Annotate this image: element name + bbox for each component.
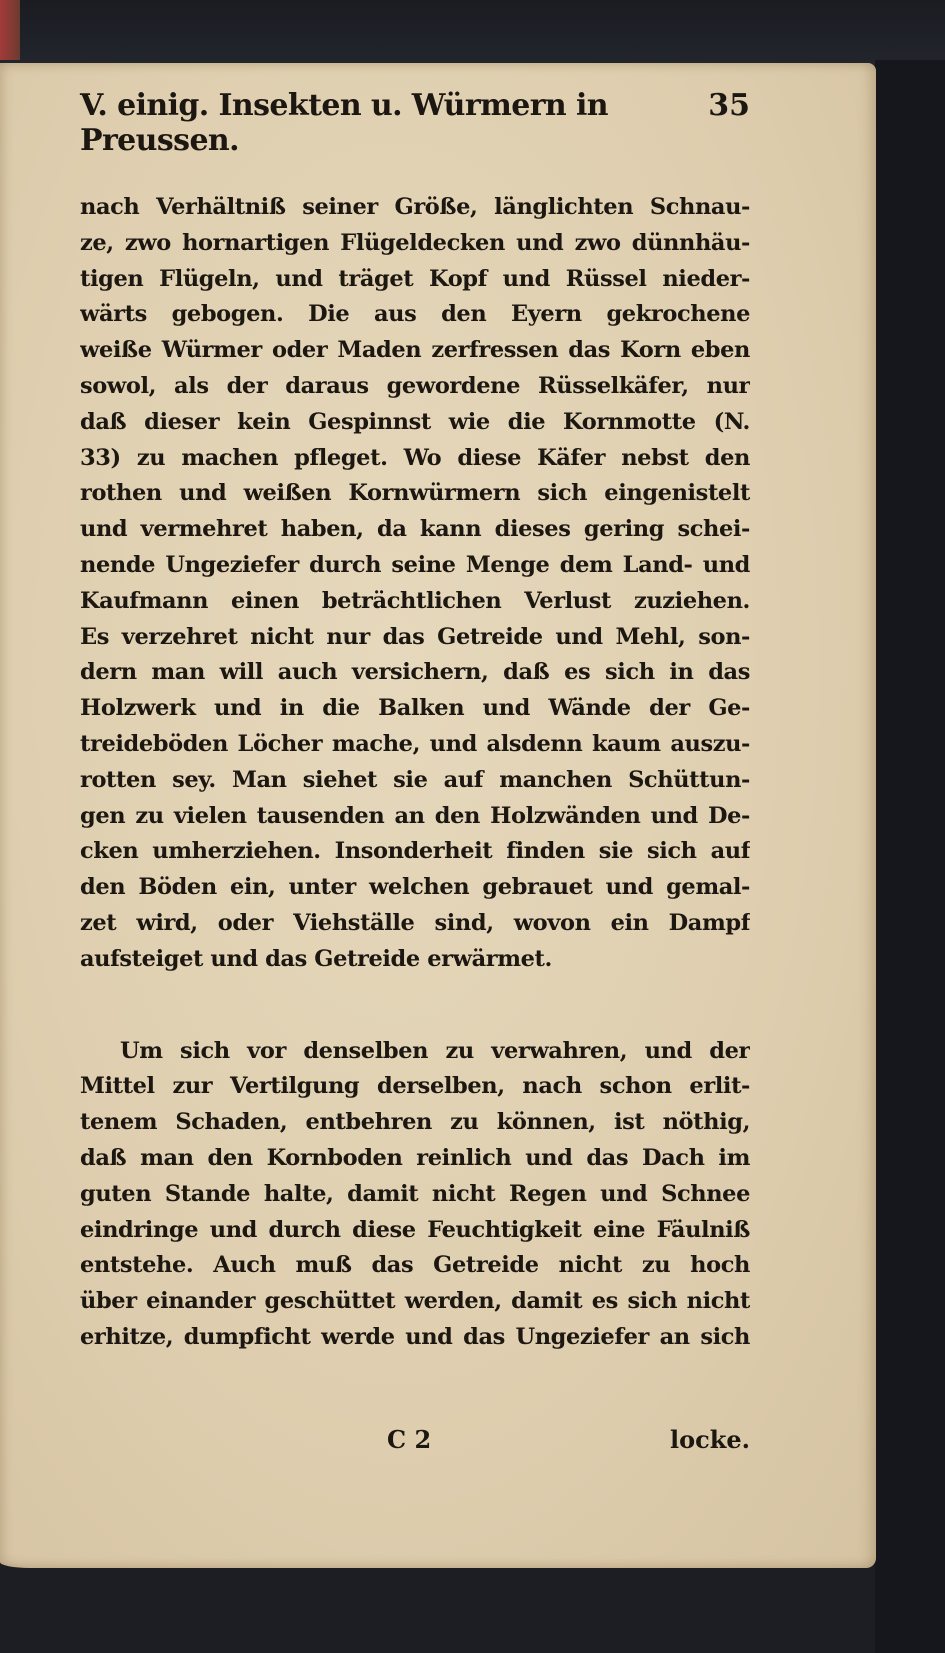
text-line: ze, zwo hornartigen Flügeldecken und zwo dünnhäu-: [80, 229, 750, 256]
text-line: nach Verhältniß seiner Größe, länglichten Schnau-: [80, 194, 750, 220]
text-line: tenem Schaden, entbehren zu können, ist nöthig,: [80, 1109, 750, 1136]
text-line: zet wird, oder Viehställe sind, wovon ein Dampf: [80, 909, 750, 936]
text-line: 33) zu machen pfleget. Wo diese Käfer nebst den: [80, 444, 750, 471]
text-line: entstehe. Auch muß das Getreide nicht zu hoch: [80, 1252, 750, 1279]
text-line: Es verzehret nicht nur das Getreide und Mehl, son-: [80, 623, 750, 650]
text-line: Um sich vor denselben zu verwahren, und der: [120, 1037, 750, 1064]
text-line: daß man den Kornboden reinlich und das Dach im: [80, 1144, 750, 1171]
text-line: Mittel zur Vertilgung derselben, nach schon erlit-: [80, 1073, 750, 1100]
paragraph-1: [80, 190, 750, 978]
text-line: nende Ungeziefer durch seine Menge dem Land- und: [80, 551, 750, 578]
text-line: gen zu vielen tausenden an den Holzwänden und De-: [80, 802, 750, 829]
text-line: aufsteiget und das Getreide erwärmet.: [80, 945, 552, 972]
dark-background-right: [875, 60, 945, 1653]
paragraph-2: [80, 1034, 750, 1356]
text-line: erhitze, dumpficht werde und das Ungeziefer an sich: [80, 1323, 750, 1350]
text-line: den Böden ein, unter welchen gebrauet und gemal-: [80, 874, 750, 901]
running-head: [80, 88, 750, 158]
text-line: daß dieser kein Gespinnst wie die Kornmotte (N.: [80, 408, 750, 435]
catchword: locke.: [670, 1425, 750, 1454]
text-line: sowol, als der daraus gewordene Rüsselkäfer, nur: [80, 372, 750, 399]
dark-background-top: [0, 0, 945, 70]
text-line: rothen und weißen Kornwürmern sich eingenistelt: [80, 480, 750, 507]
running-head-title: V. einig. Insekten u. Würmern in Preussen.: [80, 88, 608, 158]
text-line: guten Stande halte, damit nicht Regen und Schnee: [80, 1180, 750, 1207]
text-line: wärts gebogen. Die aus den Eyern gekrochene: [80, 301, 750, 328]
paragraph-gap: [80, 978, 750, 1034]
signature-mark: C 2: [387, 1425, 432, 1454]
body-text: [80, 190, 750, 1356]
book-spine-edge: [0, 0, 20, 60]
text-line: und vermehret haben, da kann dieses gering schei-: [80, 516, 750, 543]
page-number: 35: [708, 88, 750, 123]
text-line: weiße Würmer oder Maden zerfressen das Korn eben: [80, 337, 750, 364]
text-line: Kaufmann einen beträchtlichen Verlust zuziehen.: [80, 587, 750, 614]
text-line: dern man will auch versichern, daß es sich in das: [80, 659, 750, 686]
page-footer: [80, 1425, 750, 1465]
text-line: über einander geschüttet werden, damit es sich nicht: [80, 1288, 750, 1315]
text-line: cken umherziehen. Insonderheit finden sie sich auf: [80, 838, 750, 865]
text-line: rotten sey. Man siehet sie auf manchen Schüttun-: [80, 766, 750, 793]
text-line: eindringe und durch diese Feuchtigkeit eine Fäulniß: [80, 1216, 750, 1243]
text-line: tigen Flügeln, und träget Kopf und Rüssel nieder-: [80, 265, 750, 292]
text-line: treideböden Löcher mache, und alsdenn kaum auszu-: [80, 730, 750, 757]
text-line: Holzwerk und in die Balken und Wände der Ge-: [80, 695, 750, 722]
